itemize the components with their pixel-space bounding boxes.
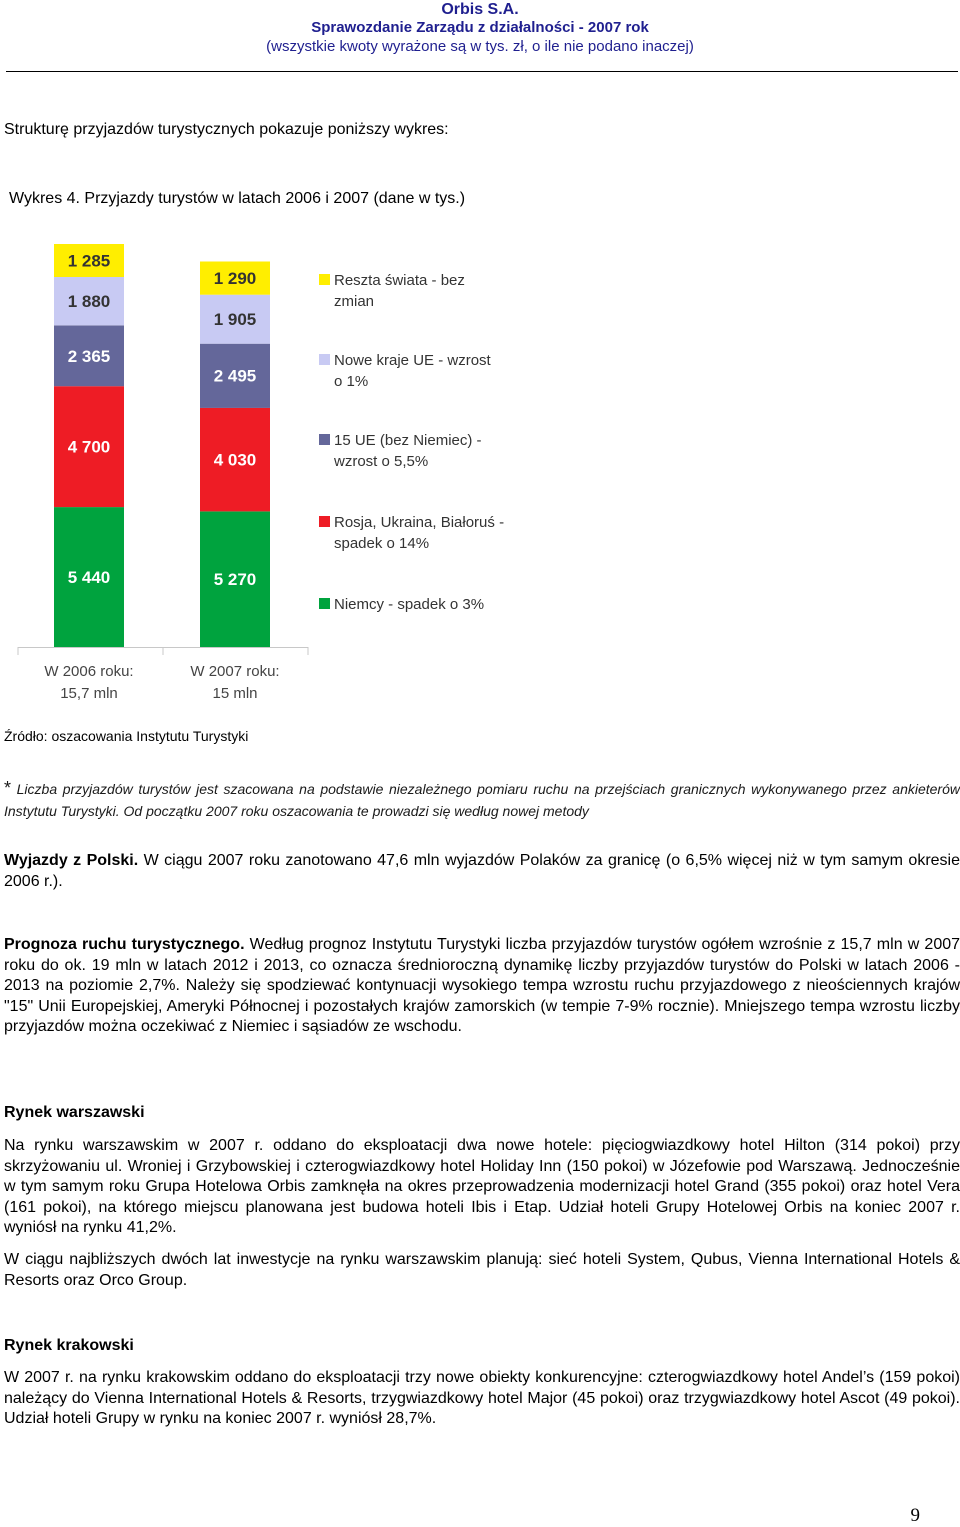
footnote-star: * — [4, 778, 12, 798]
legend-swatch — [319, 598, 330, 609]
paragraph-warsaw-2: W ciągu najbliższych dwóch lat inwestycje na rynku warszawskim planują: sieć hoteli System, Qubus, Vienna International Hotels & Resorts oraz Orco Group. — [4, 1251, 960, 1289]
legend-swatch — [319, 354, 330, 365]
legend-label: o 1% — [334, 373, 369, 390]
header-divider — [6, 71, 958, 72]
heading-warsaw: Rynek warszawski — [4, 1104, 145, 1121]
chart-title: Wykres 4. Przyjazdy turystów w latach 2006 i 2007 (dane w tys.) — [9, 190, 466, 207]
data-label: 5 270 — [213, 570, 257, 590]
x-tick-label: W 2007 roku: — [190, 663, 280, 680]
data-label: 2 495 — [213, 366, 257, 386]
data-label: 1 905 — [213, 310, 257, 330]
legend-label: spadek o 14% — [334, 535, 430, 552]
legend-label: Nowe kraje UE - wzrost — [334, 352, 491, 369]
legend-swatch — [319, 516, 330, 527]
data-label: 1 880 — [67, 292, 111, 312]
x-tick-label: 15,7 mln — [60, 685, 118, 702]
legend-label: zmian — [334, 293, 375, 310]
currency-note: (wszystkie kwoty wyrażone są w tys. zł, o ile nie podano inaczej) — [266, 38, 694, 55]
footnote — [4, 777, 960, 822]
legend-label: wzrost o 5,5% — [334, 453, 429, 470]
chart-source: Źródło: oszacowania Instytutu Turystyki — [4, 728, 249, 744]
legend-label: 15 UE (bez Niemiec) - — [334, 432, 482, 449]
data-label: 2 365 — [67, 346, 111, 366]
paragraph-prognoza-text: Według prognoz Instytutu Turystyki liczba przyjazdów turystów ogółem wzrośnie z 15,7 mln w 2007 roku do ok. 19 mln w latach 2012 i 2013, co oznacza średnioroczną dynamikę liczby przyjazdów turystów do Polski w latach 2006 - 2013 na poziomie 2,7%. Należy się spodziewać kontynuacji wysokiego tempa wzrostu ruchu przyjazdowego z nieościennych krajów "15" Unii Europejskiej, Ameryki Północnej i pozostałych krajów zamorskich (w tempie 7-9% rocznie). Mniejszego tempa wzrostu liczby przyjazdów można oczekiwać z Niemiec i sąsiadów ze wschodu. — [4, 936, 960, 1036]
paragraph-wyjazdy-lead: Wyjazdy z Polski. — [4, 852, 139, 869]
intro-text: Strukturę przyjazdów turystycznych pokazuje poniższy wykres: — [4, 121, 449, 138]
legend-swatch — [319, 274, 330, 285]
footnote-text: Liczba przyjazdów turystów jest szacowana na podstawie niezależnego pomiaru ruchu na przejściach granicznych wykonywanego przez ankieterów Instytutu Turystyki. Od początku 2007 roku oszacowania te prowadzi się według nowej metody — [4, 781, 960, 819]
data-label: 4 700 — [67, 437, 111, 457]
heading-krakow: Rynek krakowski — [4, 1337, 134, 1354]
paragraph-wyjazdy — [4, 851, 960, 892]
stacked-bar-chart — [0, 230, 560, 715]
report-title: Sprawozdanie Zarządu z działalności - 2007 rok — [311, 19, 649, 36]
data-label: 5 440 — [67, 568, 111, 587]
paragraph-warsaw-1: Na rynku warszawskim w 2007 r. oddano do eksploatacji dwa nowe hotele: pięciogwiazdkowy hotel Hilton (314 pokoi) przy skrzyżowaniu ul. Wroniej i Grzybowskiej i czterogwiazdkowy hotel Holiday Inn (150 pokoi) w Józefowie pod Warszawą. Jednocześnie w tym samym roku Grupa Hotelowa Orbis zamknęła na okres przeprowadzenia modernizacji hotel Grand (355 pokoi) oraz hotel Vera (161 pokoi), na którego miejscu planowana jest budowa hoteli Ibis i Etap. Udział hoteli Grupy Hotelowej Orbis na koniec 2007 r. wyniósł na rynku 41,2%. — [4, 1137, 960, 1237]
legend-label: Rosja, Ukraina, Białoruś - — [334, 514, 505, 531]
paragraph-wyjazdy-text: W ciągu 2007 roku zanotowano 47,6 mln wyjazdów Polaków za granicę (o 6,5% więcej niż w tym samym okresie 2006 r.). — [4, 852, 960, 890]
x-tick-label: 15 mln — [212, 685, 258, 702]
paragraph-krakow: W 2007 r. na rynku krakowskim oddano do eksploatacji trzy nowe obiekty konkurencyjne: czterogwiazdkowy hotel Andel’s (159 pokoi) należący do Vienna International Hotels & Resorts, trzygwiazdkowy hotel Major (45 pokoi) oraz trzygwiazdkowy hotel Ascot (49 pokoi). Udział hoteli Grupy w rynku na koniec 2007 r. wyniósł 28,7%. — [4, 1369, 960, 1428]
data-label: 1 290 — [213, 269, 257, 289]
paragraph-prognoza-lead: Prognoza ruchu turystycznego. — [4, 936, 245, 953]
page-number: 9 — [910, 1505, 920, 1526]
data-label: 1 285 — [67, 251, 111, 271]
x-tick-label: W 2006 roku: — [44, 663, 134, 680]
legend-swatch — [319, 434, 330, 445]
legend-label: Niemcy - spadek o 3% — [334, 596, 485, 613]
legend-label: Reszta świata - bez — [334, 272, 465, 289]
data-label: 4 030 — [213, 450, 257, 470]
chart-svg — [0, 230, 560, 715]
company-name: Orbis S.A. — [441, 1, 519, 18]
paragraph-prognoza — [4, 935, 960, 1038]
